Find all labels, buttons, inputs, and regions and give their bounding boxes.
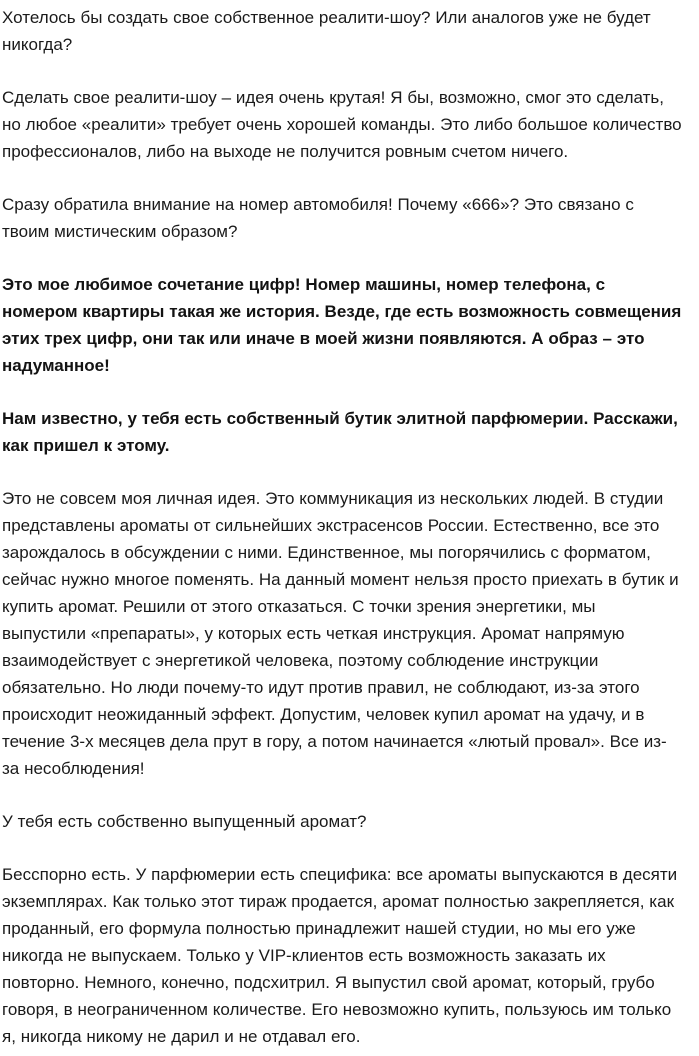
interview-question: Сразу обратила внимание на номер автомобиля! Почему «666»? Это связано с твоим мистическим образом? [2, 195, 634, 241]
interview-answer: Это мое любимое сочетание цифр! Номер машины, номер телефона, с номером квартиры такая же история. Везде, где есть возможность совмещения этих трех цифр, они так или иначе в моей жизни появляются. А образ – это надуманное! [2, 275, 682, 375]
interview-question: Нам известно, у тебя есть собственный бутик элитной парфюмерии. Расскажи, как пришел к этому. [2, 409, 678, 455]
interview-question: У тебя есть собственно выпущенный аромат? [2, 812, 367, 831]
interview-article [2, 4, 683, 1050]
interview-question: Хотелось бы создать свое собственное реалити-шоу? Или аналогов уже не будет никогда? [2, 8, 651, 54]
interview-answer: Сделать свое реалити-шоу – идея очень крутая! Я бы, возможно, смог это сделать, но любое «реалити» требует очень хорошей команды. Это либо большое количество профессионалов, либо на выходе не получится ровным счетом ничего. [2, 88, 682, 161]
interview-answer: Бесспорно есть. У парфюмерии есть специфика: все ароматы выпускаются в десяти экземплярах. Как только этот тираж продается, аромат полностью закрепляется, как проданный, его формула полностью принадлежит нашей студии, но мы его уже никогда не выпускаем. Только у VIP-клиентов есть возможность заказать их повторно. Немного, конечно, подсхитрил. Я выпустил свой аромат, который, грубо говоря, в неограниченном количестве. Его невозможно купить, пользуюсь им только я, никогда никому не дарил и не отдавал его. [2, 865, 678, 1046]
interview-answer: Это не совсем моя личная идея. Это коммуникация из нескольких людей. В студии представлены ароматы от сильнейших экстрасенсов России. Естественно, все это зарождалось в обсуждении с ними. Единственное, мы погорячились с форматом, сейчас нужно многое поменять. На данный момент нельзя просто приехать в бутик и купить аромат. Решили от этого отказаться. С точки зрения энергетики, мы выпустили «препараты», у которых есть четкая инструкция. Аромат напрямую взаимодействует с энергетикой человека, поэтому соблюдение инструкции обязательно. Но люди почему-то идут против правил, не соблюдают, из-за этого происходит неожиданный эффект. Допустим, человек купил аромат на удачу, и в течение 3-х месяцев дела прут в гору, а потом начинается «лютый провал». Все из-за несоблюдения! [2, 489, 679, 778]
